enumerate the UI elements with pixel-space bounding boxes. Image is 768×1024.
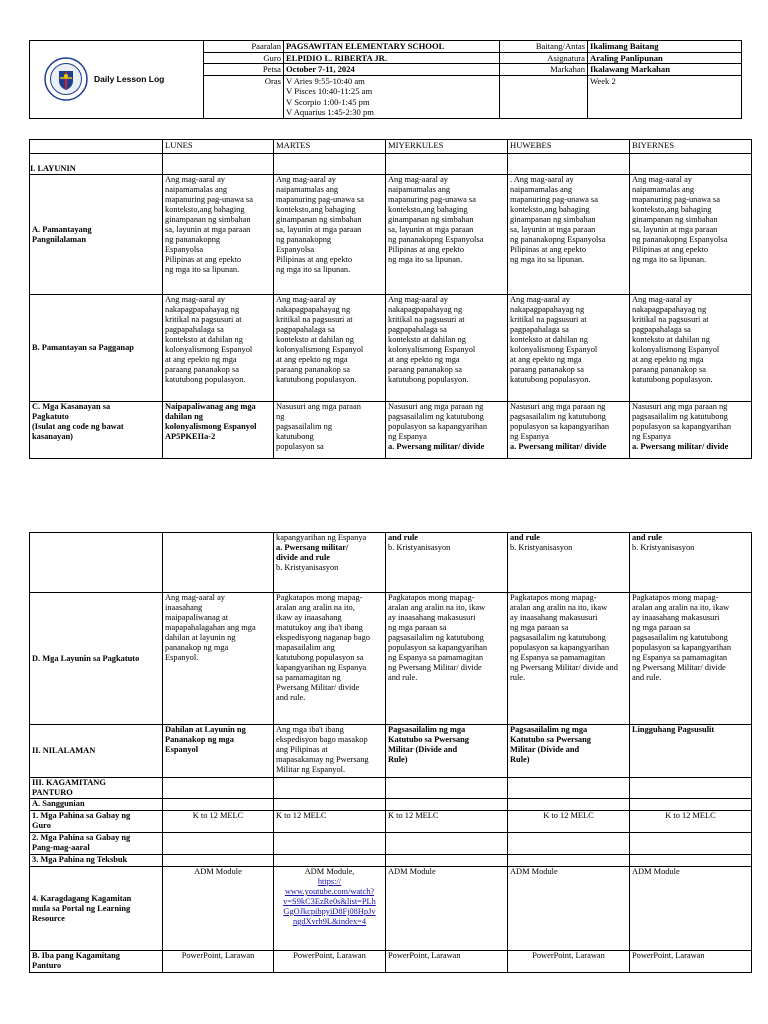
oras-label: Oras [204, 75, 284, 118]
baitang-value: Ikalimang Baitang [588, 41, 742, 53]
deped-seal-icon [44, 57, 88, 101]
table-cell: Ang mag-aaral ay naipamamalas ang mapanuring pag-unawa sa konteksto,ang bahaging ginampanan ng simbahan sa, layunin at mga paraan ng pananakopng Espanyolsa Pilipinas at ang epekto ng mga ito sa lipunan. [630, 175, 752, 295]
table-cell: PowerPoint, Larawan [163, 951, 274, 973]
table-cell [274, 867, 386, 951]
table-cell: Ang mag-aaral ay naipamamalas ang mapanuring pag-unawa sa konteksto,ang bahaging ginampanan ng simbahan sa, layunin at mga paraan ng pananakopng Espanyolsa Pilipinas at ang epekto ng mga ito sa lipunan. [274, 175, 386, 295]
cell-text: b. Kristyanisasyon [276, 563, 339, 572]
table-cell [508, 402, 630, 459]
petsa-label: Petsa [204, 64, 284, 76]
table-cell: Ang mag-aaral ay nakapagpapahayag ng kritikal na pagsusuri at pagpapahalaga sa konteksto at dahilan ng kolonyalismong Espanyol at ang epekto ng mga paraang pananakop sa katutubong populasyon. [386, 295, 508, 402]
table-cell [630, 402, 752, 459]
empty-cell [163, 533, 274, 593]
empty-cell [386, 855, 508, 867]
table-cell [630, 533, 752, 593]
table-cell: Dahilan at Layunin ng Pananakop ng mga Espanyol [163, 725, 274, 778]
table-cell: Pagkatapos mong mapag- aralan ang aralin na ito, ikaw ay inaasahang makasusuri ng mga paraan sa pagsasailalim ng katutubong populasyon sa kapangyarihan ng Espanya sa pamamagitan ng Pwersang Militar/ divide and rule. [386, 593, 508, 725]
lesson-table-part-2 [29, 532, 752, 973]
cell-text-bold: and rule [510, 533, 541, 542]
table-cell: Pagkatapos mong mapag- aralan ang aralin na ito, ikaw ay inaasahang matutukoy ang iba't ibang ekspedisyong naganap bago mapasailalim ang katutubong populasyon sa kapangyarihan ng Espanya sa pamamagitan ng Pwersang Militar/ divide and rule. [274, 593, 386, 725]
empty-cell [386, 833, 508, 855]
paaralan-value: PAGSAWITAN ELEMENTARY SCHOOL [284, 41, 500, 53]
empty-cell [386, 154, 508, 175]
table-cell: Pagsasailalim ng mga Katutubo sa Pwersang Militar (Divide and Rule) [386, 725, 508, 778]
empty-cell [630, 799, 752, 811]
cell-text: kapangyarihan ng Espanya [276, 533, 367, 542]
cell-text-bold: a. Pwersang militar/ divide [388, 442, 485, 451]
cell-text: b. Kristyanisasyon [510, 543, 573, 552]
cell-text: Nasusuri ang mga paraan ng pagsasailalim ng katutubong populasyon sa kapangyarihan ng Espanya [388, 402, 488, 441]
table-cell: ADM Module [386, 867, 508, 951]
iba-pang-kagamitan-label: B. Iba pang Kagamitang Panturo [30, 951, 163, 973]
logo-cell [30, 41, 204, 119]
empty-cell [630, 778, 752, 799]
cell-text-bold: a. Pwersang militar/ divide and rule [276, 543, 349, 562]
table-cell: PowerPoint, Larawan [508, 951, 630, 973]
table-cell [274, 533, 386, 593]
markahan-label: Markahan [500, 64, 588, 76]
empty-cell [508, 778, 630, 799]
table-cell: ADM Module [630, 867, 752, 951]
paaralan-label: Paaralan [204, 41, 284, 53]
cell-text: b. Kristyanisasyon [632, 543, 695, 552]
empty-cell [500, 75, 588, 118]
table-cell: Ang mag-aaral ay inaasahang maipapaliwanag at mapapahalagahan ang mga dahilan at layunin ng pananakop ng mga Espanyol. [163, 593, 274, 725]
day-header-miyerkules: MIYERKULES [386, 140, 508, 154]
table-cell: Ang mag-aaral ay naipamamalas ang mapanuring pag-unawa sa konteksto,ang bahaging ginampanan ng simbahan sa, layunin at mga paraan ng pananakopng Espanyolsa Pilipinas at ang epekto ng mga ito sa lipunan. [163, 175, 274, 295]
pamantayan-sa-pagganap-label: B. Pamantayan sa Pagganap [30, 295, 163, 402]
asignatura-value: Araling Panlipunan [588, 52, 742, 64]
cell-text: Nasusuri ang mga paraan ng pagsasailalim ng katutubong populasyon sa kapangyarihan ng Espanya [632, 402, 732, 441]
table-cell [386, 533, 508, 593]
oras-value: V Aries 9:55-10:40 am V Pisces 10:40-11:25 am V Scorpio 1:00-1:45 pm V Aquarius 1:45-2:30 pm [284, 75, 500, 118]
gabay-ng-pang-mag-aaral-label: 2. Mga Pahina sa Gabay ng Pang-mag-aaral [30, 833, 163, 855]
markahan-value: Ikalawang Markahan [588, 64, 742, 76]
table-cell: Ang mag-aaral ay nakapagpapahayag ng kritikal na pagsusuri at pagpapahalaga sa konteksto at dahilan ng kolonyalismong Espanyol at ang epekto ng mga paraang pananakop sa katutubong populasyon. [163, 295, 274, 402]
mga-layunin-sa-pagkatuto-label: D. Mga Layunin sa Pagkatuto [30, 593, 163, 725]
table-cell: . Ang mag-aaral ay naipamamalas ang mapanuring pag-unawa sa konteksto,ang bahaging ginampanan ng simbahan sa, layunin at mga paraan ng pananakopng Espanyolsa Pilipinas at ang epekto ng mga ito sa lipunan. [508, 175, 630, 295]
guro-label: Guro [204, 52, 284, 64]
empty-cell [274, 778, 386, 799]
table-cell: Nasusuri ang mga paraan ng pagsasailalim ng katutubong populasyon sa [274, 402, 386, 459]
guro-value: ELPIDIO L. RIBERTA JR. [284, 52, 500, 64]
table-cell: Pagkatapos mong mapag- aralan ang aralin na ito, ikaw ay inaasahang makasusuri ng mga paraan sa pagsasailalim ng katutubong populasyon sa kapangyarihan ng Espanya sa pamamagitan ng Pwersang Militar/ divide and rule. [630, 593, 752, 725]
empty-cell [386, 778, 508, 799]
table-cell: Lingguhang Pagsusulit [630, 725, 752, 778]
cell-text: Nasusuri ang mga paraan ng pagsasailalim ng katutubong populasyon sa kapangyarihan ng Espanya [510, 402, 610, 441]
empty-cell [630, 154, 752, 175]
table-cell: ADM Module [508, 867, 630, 951]
nilalaman-label: II. NILALAMAN [30, 725, 163, 778]
empty-cell [274, 855, 386, 867]
layunin-heading: I. LAYUNIN [30, 154, 163, 175]
karagdagang-kagamitan-label: 4. Karagdagang Kagamitan mula sa Portal ng Learning Resource [30, 867, 163, 951]
empty-cell [508, 855, 630, 867]
empty-cell [274, 799, 386, 811]
empty-cell [163, 778, 274, 799]
table-cell: ADM Module [163, 867, 274, 951]
empty-cell [163, 154, 274, 175]
cell-text-bold: a. Pwersang militar/ divide [632, 442, 729, 451]
table-cell: K to 12 MELC [163, 811, 274, 833]
kagamitang-panturo-label: III. KAGAMITANG PANTURO [30, 778, 163, 799]
empty-cell [163, 855, 274, 867]
gabay-ng-guro-label: 1. Mga Pahina sa Gabay ng Guro [30, 811, 163, 833]
empty-cell [630, 833, 752, 855]
cell-text-bold: and rule [388, 533, 419, 542]
day-header-martes: MARTES [274, 140, 386, 154]
empty-cell [508, 799, 630, 811]
table-cell: Ang mag-aaral ay nakapagpapahayag ng kritikal na pagsusuri at pagpapahalaga sa konteksto at dahilan ng kolonyalismong Espanyol at ang epekto ng mga paraang pananakop sa katutubong populasyon. [508, 295, 630, 402]
table-cell: Pagkatapos mong mapag- aralan ang aralin na ito, ikaw ay inaasahang makasusuri ng mga paraan sa pagsasailalim ng katutubong populasyon sa kapangyarihan ng Espanya sa pamamagitan ng Pwersang Militar/ divide and rule. [508, 593, 630, 725]
table-cell: Ang mag-aaral ay nakapagpapahayag ng kritikal na pagsusuri at pagpapahalaga sa konteksto at dahilan ng kolonyalismong Espanyol at ang epekto ng mga paraang pananakop sa katutubong populasyon. [274, 295, 386, 402]
corner-cell [30, 140, 163, 154]
table-cell: K to 12 MELC [630, 811, 752, 833]
day-header-lunes: LUNES [163, 140, 274, 154]
table-cell: Pagsasailalim ng mga Katutubo sa Pwersang Militar (Divide and Rule) [508, 725, 630, 778]
day-header-huwebes: HUWEBES [508, 140, 630, 154]
table-cell: Naipapaliwanag ang mga dahilan ng kolonyalismong Espanyol AP5PKEIIa-2 [163, 402, 274, 459]
cell-text-bold: and rule [632, 533, 663, 542]
table-cell [386, 402, 508, 459]
table-cell: K to 12 MELC [386, 811, 508, 833]
empty-cell [508, 154, 630, 175]
youtube-link[interactable]: https:// www.youtube.com/watch? v=S9kC3EzRe0s&list=PLh GgOJkcpibpyiD8Fj08HpJv ngdXvrh9L&index=4 [283, 877, 376, 926]
table-cell: Ang mag-aaral ay naipamamalas ang mapanuring pag-unawa sa konteksto,ang bahaging ginampanan ng simbahan sa, layunin at mga paraan ng pananakopng Espanyolsa Pilipinas at ang epekto ng mga ito sa lipunan. [386, 175, 508, 295]
pamantayang-pangnilalaman-label: A. Pamantayang Pangnilalaman [30, 175, 163, 295]
mga-kasanayan-label: C. Mga Kasanayan sa Pagkatuto (Isulat ang code ng bawat kasanayan) [30, 402, 163, 459]
table-cell: PowerPoint, Larawan [274, 951, 386, 973]
cell-text-bold: a. Pwersang militar/ divide [510, 442, 607, 451]
cell-text: b. Kristyanisasyon [388, 543, 451, 552]
empty-cell [163, 799, 274, 811]
table-cell: PowerPoint, Larawan [386, 951, 508, 973]
empty-cell [386, 799, 508, 811]
empty-cell [163, 833, 274, 855]
teksbuk-label: 3. Mga Pahina ng Teksbuk [30, 855, 163, 867]
table-cell [508, 533, 630, 593]
table-cell: Ang mag-aaral ay nakapagpapahayag ng kritikal na pagsusuri at pagpapahalaga sa konteksto at dahilan ng kolonyalismong Espanyol at ang epekto ng mga paraang pananakop sa katutubong populasyon. [630, 295, 752, 402]
table-cell: PowerPoint, Larawan [630, 951, 752, 973]
table-cell: K to 12 MELC [508, 811, 630, 833]
empty-cell [630, 855, 752, 867]
empty-cell [508, 833, 630, 855]
sanggunian-label: A. Sanggunian [30, 799, 163, 811]
cell-text: ADM Module, [304, 867, 355, 876]
header-table [29, 40, 742, 119]
day-header-biyernes: BIYERNES [630, 140, 752, 154]
document-title: Daily Lesson Log [94, 74, 165, 84]
table-cell: K to 12 MELC [274, 811, 386, 833]
empty-cell [30, 533, 163, 593]
lesson-table-part-1 [29, 139, 752, 459]
empty-cell [274, 154, 386, 175]
table-cell: Ang mga iba't ibang ekspedisyon bago masakop ang Pilipinas at mapasakamay ng Pwersang Militar ng Espanyol. [274, 725, 386, 778]
week-value: Week 2 [588, 75, 742, 118]
baitang-label: Baitang/Antas [500, 41, 588, 53]
petsa-value: October 7-11, 2024 [284, 64, 500, 76]
asignatura-label: Asignatura [500, 52, 588, 64]
empty-cell [274, 833, 386, 855]
